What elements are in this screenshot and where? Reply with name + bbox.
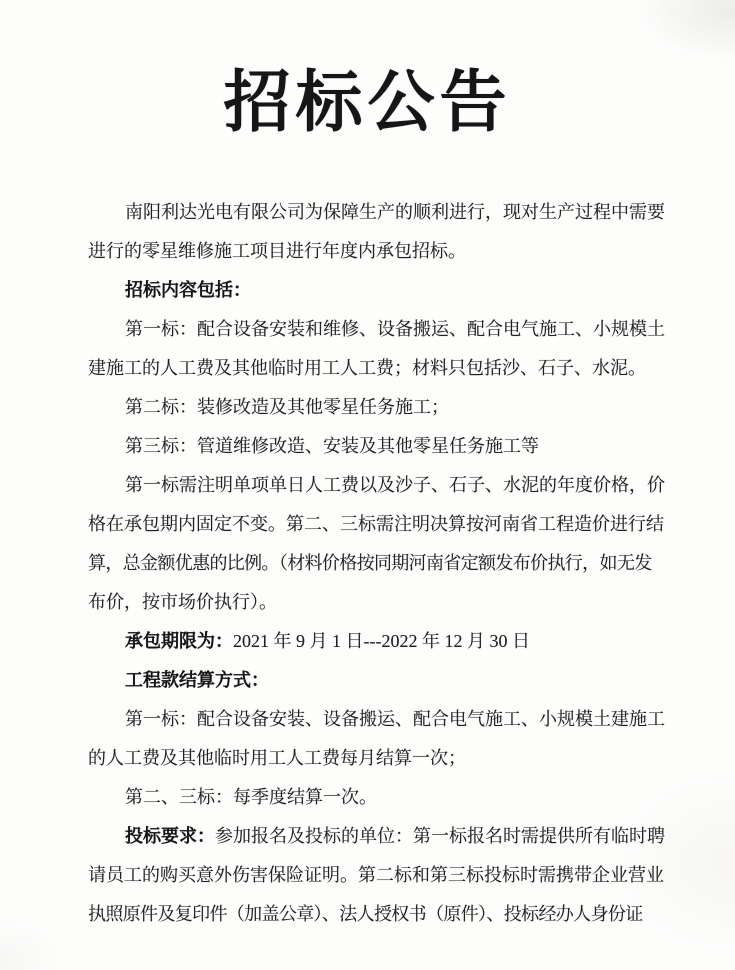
line-text: 南阳利达光电有限公司为保障生产的顺利进行，现对生产过程中需要 — [125, 202, 665, 222]
bidding-requirements-line-2 — [88, 856, 670, 895]
line-text: 进行的零星维修施工项目进行年度内承包招标。 — [88, 241, 466, 261]
settlement-lot1-line-1 — [88, 700, 670, 739]
bidding-requirements-line-1 — [88, 817, 670, 856]
line-text: 第一标：配合设备安装和维修、设备搬运、配合电气施工、小规模土 — [125, 319, 665, 339]
line-text: 第三标：管道维修改造、安装及其他零星任务施工等 — [125, 436, 539, 456]
bold-label: 投标要求： — [125, 826, 215, 846]
heading-tender-content — [88, 271, 670, 310]
intro-line-2 — [88, 232, 670, 271]
bold-label: 承包期限为： — [125, 631, 233, 651]
pricing-note-line-4 — [88, 583, 670, 622]
contract-period-line — [88, 622, 670, 661]
lot1-scope-line-2 — [88, 349, 670, 388]
line-text: 算，总金额优惠的比例。（材料价格按同期河南省定额发布价执行，如无发 — [88, 553, 652, 573]
line-text: 执照原件及复印件（加盖公章）、法人授权书（原件）、投标经办人身份证 — [88, 904, 643, 924]
lot1-scope-line-1 — [88, 310, 670, 349]
document-title: 招标公告 — [223, 66, 512, 140]
document-body — [88, 193, 670, 934]
line-text: 2021 年 9 月 1 日---2022 年 12 月 30 日 — [233, 631, 530, 651]
settlement-lot1-line-2 — [88, 739, 670, 778]
intro-line-1 — [88, 193, 670, 232]
pricing-note-line-2 — [88, 505, 670, 544]
line-text: 参加报名及投标的单位：第一标报名时需提供所有临时聘 — [215, 826, 665, 846]
bidding-requirements-line-3 — [88, 895, 670, 934]
pricing-note-line-3 — [88, 544, 670, 583]
line-text: 的人工费及其他临时用工人工费每月结算一次； — [88, 748, 466, 768]
line-text: 布价，按市场价执行）。 — [88, 592, 277, 612]
lot3-scope-line — [88, 427, 670, 466]
heading-payment-settlement — [88, 661, 670, 700]
line-text: 第一标需注明单项单日人工费以及沙子、石子、水泥的年度价格，价 — [125, 475, 665, 495]
line-text: 建施工的人工费及其他临时用工人工费；材料只包括沙、石子、水泥。 — [88, 358, 646, 378]
bold-label: 招标内容包括： — [125, 280, 251, 300]
line-text: 格在承包期内固定不变。第二、三标需注明决算按河南省工程造价进行结 — [88, 514, 664, 534]
line-text: 请员工的购买意外伤害保险证明。第二标和第三标投标时需携带企业营业 — [88, 865, 664, 885]
line-text: 第二、三标：每季度结算一次。 — [125, 787, 377, 807]
pricing-note-line-1 — [88, 466, 670, 505]
lot2-scope-line — [88, 388, 670, 427]
bold-label: 工程款结算方式： — [125, 670, 269, 690]
line-text: 第二标：装修改造及其他零星任务施工； — [125, 397, 449, 417]
settlement-lot23-line — [88, 778, 670, 817]
line-text: 第一标：配合设备安装、设备搬运、配合电气施工、小规模土建施工 — [125, 709, 665, 729]
